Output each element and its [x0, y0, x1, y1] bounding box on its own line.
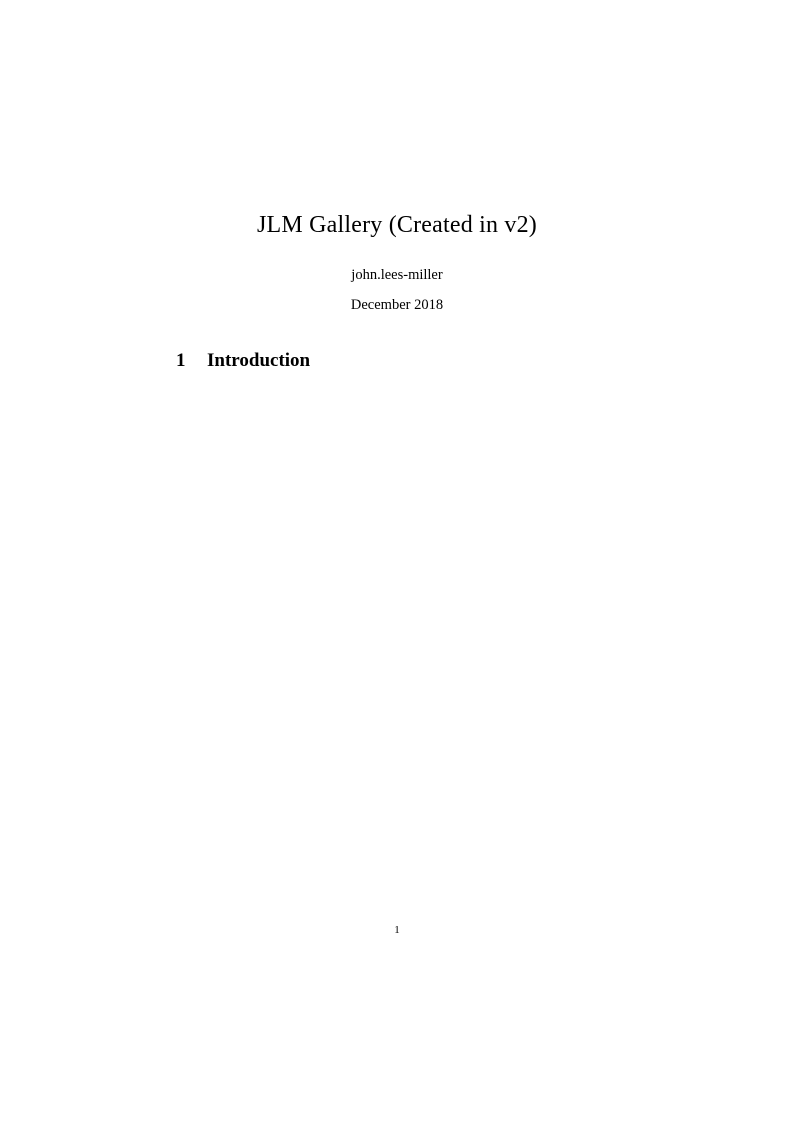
page-number: 1 [394, 924, 400, 936]
document-title: JLM Gallery (Created in v2) [257, 212, 537, 238]
section-title: Introduction [207, 350, 311, 371]
section-heading-introduction [176, 350, 310, 372]
document-author: john.lees-miller [351, 267, 443, 283]
document-date: December 2018 [350, 297, 444, 313]
section-number: 1 [176, 350, 186, 371]
